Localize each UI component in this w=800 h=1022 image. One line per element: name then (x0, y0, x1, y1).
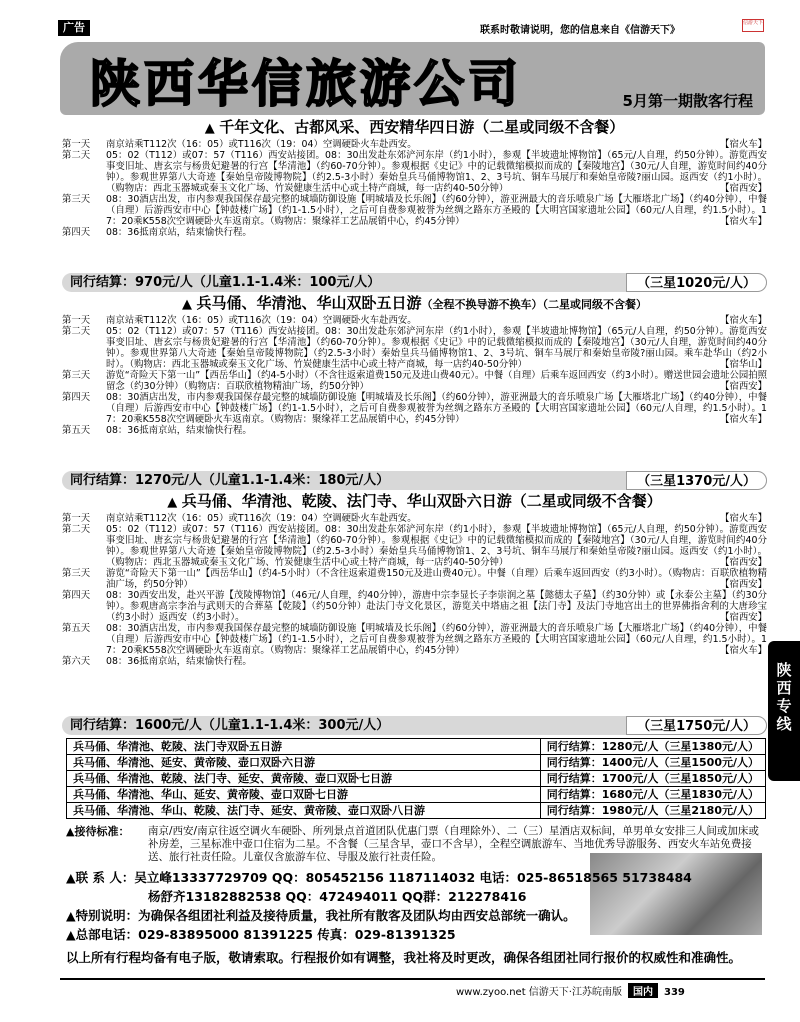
day-row: 第四天 08：30西安出发，赴兴平游【茂陵博物馆】（46元/人自理，约40分钟），游唐中宗李显长子李崇润之墓【懿德太子墓】（约30分钟）或【永泰公主墓】（约30分钟）。参观唐高宗李治与武则天的合葬墓【乾陵】（约50分钟）赴法门寺文化景区，游览关中塔庙之祖【法门寺】及法门寺地宫出土的世界佛指舍利的大唐珍宝（约3小时）返西安（约3小时）。 【宿西安】 (62, 590, 767, 623)
route-title: ▲ 兵马俑、华清池、乾陵、法门寺、华山双卧六日游（二星或同级不含餐） (167, 492, 662, 510)
day-row: 第一天 南京站乘T112次（16：05）或T116次（19：04）空调硬卧火车赴西安。 【宿火车】 (62, 139, 767, 150)
day-row: 第四天 08：30酒店出发，市内参观我国保存最完整的城墙防御设施【明城墙及长乐阁】（约60分钟），游亚洲最大的音乐喷泉广场【大雁塔北广场】（约40分钟），中餐（自理）后游西安市中心【钟鼓楼广场】（约1-1.5小时），之后可自费参观被誉为丝绸之路东方圣殿的【大明宫国家遗址公园】（60元/人自理，约1.5小时）。17：20乘K558次空调硬卧火车返南京。（购物店：聚缘祥工艺品展销中心，约45分钟） 【宿火车】 (62, 392, 767, 425)
price-bar: 同行结算：970元/人（儿童1.1-1.4米：100元/人） （三星1020元/人） (62, 273, 767, 292)
footer: www.zyoo.net 信游天下·江苏皖南版 国内 339 (456, 983, 685, 998)
day-row: 第五天 08：36抵南京站，结束愉快行程。 (62, 425, 252, 436)
day-row: 第一天 南京站乘T112次（16：05）或T116次（19：04）空调硬卧火车赴西安。 【宿火车】 (62, 513, 767, 524)
triangle-icon: ▲ (167, 495, 182, 510)
route-3 (62, 491, 767, 667)
magazine-logo: 信游天下 (742, 19, 764, 32)
source-note: 联系时敬请说明，您的信息来自《信游天下》 (480, 25, 680, 36)
day-row: 第六天 08：36抵南京站，结束愉快行程。 (62, 656, 252, 667)
footer-rule (60, 978, 765, 980)
contact-line: 杨舒齐13182882538 QQ：472494011 QQ群：212278416 (148, 889, 527, 904)
route-2 (62, 293, 767, 436)
day-row: 第五天 08：30酒店出发，市内参观我国保存最完整的城墙防御设施【明城墙及长乐阁】（约60分钟），游亚洲最大的音乐喷泉广场【大雁塔北广场】（约40分钟），中餐（自理）后游西安市中心【钟鼓楼广场】（约1-1.5小时），之后可自费参观被誉为丝绸之路东方圣殿的【大明宫国家遗址公园】（60元/人自理，约1.5小时）。17：20乘K558次空调硬卧火车返南京。（购物店：聚缘祥工艺品展销中心，约45分钟） 【宿火车】 (62, 623, 767, 656)
table-row: 兵马俑、华清池、延安、黄帝陵、壶口双卧六日游 同行结算：1400元/人（三星1500元/人） (67, 755, 766, 771)
day-row: 第二天 05：02（T112）或07：57（T116）西安站接团。08：30出发赴东郊浐河东岸（约1小时），参观【半坡遗址博物馆】（65元/人自理，约50分钟）。游览西安事变旧址、唐玄宗与杨贵妃避暑的行宫【华清池】（约60-70分钟）。参观根据《史记》中的记载微缩模拟而成的【秦陵地宫】（30元/人自理，游览时间约40分钟）。参观世界第八大奇迹【秦始皇帝陵博物院】（约2.5-3小时）秦始皇兵马俑博物馆1、2、3号坑、铜车马展厅和秦始皇帝陵?丽山园。返西安（约1小时）。（购物店：西北玉器城或秦玉文化广场、竹炭健康生活中心或土特产商城，每一店约40-50分钟） 【宿西安】 (62, 524, 767, 568)
table-row: 兵马俑、华清池、乾陵、法门寺、延安、黄帝陵、壶口双卧七日游 同行结算：1700元/人（三星1850元/人） (67, 771, 766, 787)
day-row: 第二天 05：02（T112）或07：57（T116）西安站接团。08：30出发赴东郊浐河东岸（约1小时），参观【半坡遗址博物馆】（65元/人自理，约50分钟）。游览西安事变旧址、唐玄宗与杨贵妃避暑的行宫【华清池】（约60-70分钟）。参观根据《史记》中的记载微缩模拟而成的【秦陵地宫】（30元/人自理，游览时间约40分钟）。参观世界第八大奇迹【秦始皇帝陵博物院】（约2.5-3小时）秦始皇兵马俑博物馆1、2、3号坑、铜车马展厅和秦始皇帝陵?丽山园。乘车赴华山（约2小时）。（购物店：西北玉器城或秦玉文化广场、竹炭健康生活中心或土特产商城，每一店约40-50分钟） 【宿华山】 (62, 326, 767, 370)
contact-line: 吴立峰13337729709 QQ：805452156 1187114032 电话：025-86518565 51738484 (134, 870, 692, 885)
price-table (66, 738, 766, 819)
page-number: 339 (663, 987, 685, 998)
table-row: 兵马俑、华清池、乾陵、法门寺双卧五日游 同行结算：1280元/人（三星1380元/人） (67, 739, 766, 755)
table-row: 兵马俑、华清池、华山、乾陵、法门寺、延安、黄帝陵、壶口双卧八日游 同行结算：1980元/人（三星2180元/人） (67, 803, 766, 819)
day-row: 第三天 游览“奇险天下第一山”【西岳华山】（约4-5小时）（不含往返索道费150元及进山费40元）。中餐（自理）后乘车返回西安（约3小时）。赠送世园会遗址公园拍照留念（约30分钟）（购物店：百联欣植物精油广场，约50分钟） 【宿西安】 (62, 370, 767, 392)
side-tab: 陕 西 专 线 (768, 641, 800, 781)
hq-phone: 029-83895000 81391225 传真：029-81391325 (138, 927, 456, 942)
triangle-icon: ▲ (181, 297, 197, 312)
company-header (60, 42, 765, 115)
day-row: 第三天 游览“奇险天下第一山”【西岳华山】（约4-5小时）（不含往返索道费150元及进山费40元）。中餐（自理）后乘车返回西安（约3小时）。（购物店：百联欣植物精油广场，约50分钟） 【宿西安】 (62, 568, 767, 590)
day-row: 第一天 南京站乘T112次（16：05）或T116次（19：04）空调硬卧火车赴西安。 【宿火车】 (62, 315, 767, 326)
issue-title: 5月第一期散客行程 (622, 92, 753, 110)
route-title: ▲ 千年文化、古都风采、西安精华四日游（二星或同级不含餐） (204, 118, 625, 136)
day-row: 第四天 08：36抵南京站，结束愉快行程。 (62, 227, 252, 238)
triangle-icon: ▲ (204, 121, 220, 136)
route-title: ▲ 兵马俑、华清池、华山双卧五日游（全程不换导游不换车）（二星或同级不含餐） (181, 294, 648, 312)
day-row: 第二天 05：02（T112）或07：57（T116）西安站接团。08：30出发赴东郊浐河东岸（约1小时），参观【半坡遗址博物馆】（65元/人自理，约50分钟）。游览西安事变旧址、唐玄宗与杨贵妃避暑的行宫【华清池】（约60-70分钟）。参观根据《史记》中的记载微缩模拟而成的【秦陵地宫】（30元/人自理，游览时间约40分钟）。参观世界第八大奇迹【秦始皇帝陵博物院】（约2.5-3小时）秦始皇兵马俑博物馆1、2、3号坑、铜车马展厅和秦始皇帝陵?丽山园。返西安（约1小时）。（购物店：西北玉器城或秦玉文化广场、竹炭健康生活中心或土特产商城，每一店约40-50分钟） 【宿西安】 (62, 150, 767, 194)
reception-standard: ▲接待标准： 南京/西安/南京往返空调火车硬卧、所列景点首道团队优惠门票（自理除外）、二（三）星酒店双标间，单男单女安排三人间或加床或补房差，三星标准中壶口住宿为二星。不含餐（三星含早，壶口不含早），全程空调旅游车、当地优秀导游服务、西安火车站免费接送、旅行社责任险。儿童仅含旅游车位、导服及旅行社责任险。 (66, 825, 759, 863)
special-note: 为确保各组团社利益及接待质量，我社所有散客及团队均由西安总部统一确认。 (138, 908, 576, 923)
footer-badge: 国内 (628, 983, 658, 998)
price-bar: 同行结算：1600元/人（儿童1.1-1.4米：300元/人） （三星1750元/人） (62, 716, 767, 735)
price-bar: 同行结算：1270元/人（儿童1.1-1.4米：180元/人） （三星1370元/人） (62, 471, 767, 490)
ad-label: 广告 (58, 20, 90, 36)
route-1 (62, 117, 767, 238)
final-note: 以上所有行程均备有电子版，敬请索取。行程报价如有调整，我社将及时更改，确保各组团社同行报价的权威性和准确性。 (66, 950, 742, 965)
company-name: 陕西华信旅游公司 (90, 54, 522, 113)
day-row: 第三天 08：30酒店出发，市内参观我国保存最完整的城墙防御设施【明城墙及长乐阁】（约60分钟），游亚洲最大的音乐喷泉广场【大雁塔北广场】（约40分钟），中餐（自理）后游西安市中心【钟鼓楼广场】（约1-1.5小时），之后可自费参观被誉为丝绸之路东方圣殿的【大明宫国家遗址公园】（60元/人自理，约1.5小时）。17：20乘K558次空调硬卧火车返南京。（购物店：聚缘祥工艺品展销中心，约45分钟） 【宿火车】 (62, 194, 767, 227)
contact-block: ▲联 系 人：吴立峰13337729709 QQ：805452156 1187114032 电话：025-86518565 51738484 杨舒齐13182882538 QQ：472494011 QQ群：212278416 ▲特别说明：为确保各组团社利益及接待质量，我社所有散客及团队均由西安总部统一确认。 ▲总部电话：029-83895000 81391225 传真：029-81391325 (66, 870, 692, 942)
table-row: 兵马俑、华清池、华山、延安、黄帝陵、壶口双卧七日游 同行结算：1680元/人（三星1830元/人） (67, 787, 766, 803)
